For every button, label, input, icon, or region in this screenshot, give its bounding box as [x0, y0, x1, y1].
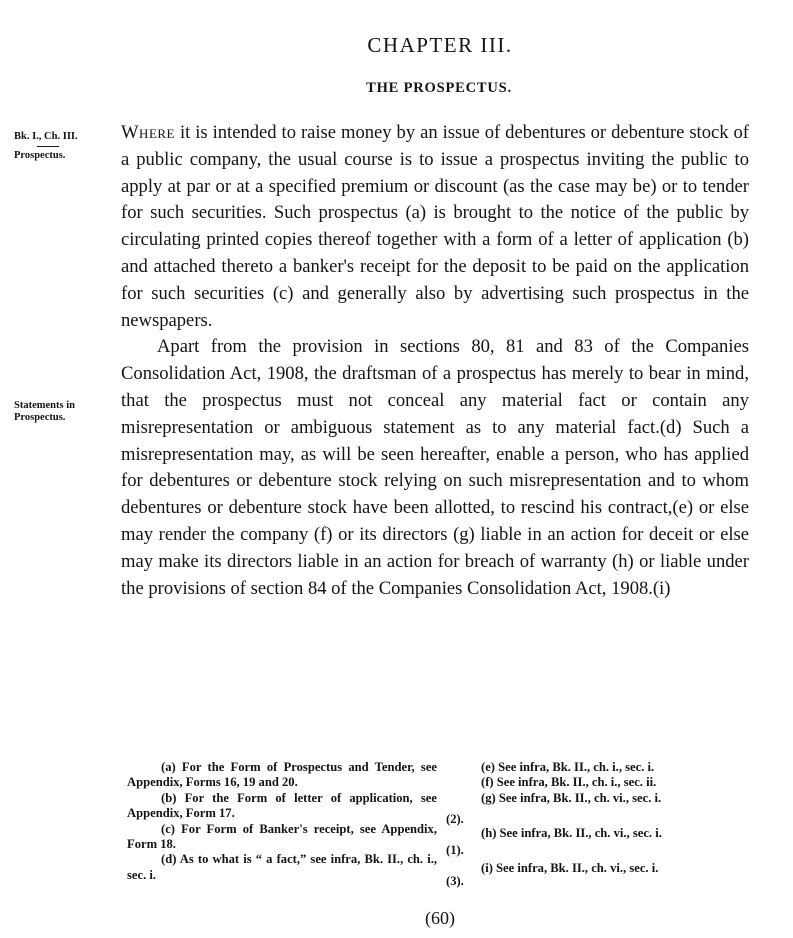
footnote-f: (f) See infra, Bk. II., ch. i., sec. ii.	[481, 775, 657, 789]
paragraph-1-text: it is intended to raise money by an issue of debentures or debenture stock of a public company, the usual course is to issue a prospectus inviting the public to apply at par or at a specified premium or discount (as the case may be) or to tender for such securities. Such prospectus (a) is brought to the notice of the public by circulating printed copies thereof together with a form of a letter of application (b) and attached thereto a banker's receipt for the deposit to be paid on the application for such securities (c) and generally also by advertising such prospectus in the newspapers.	[121, 122, 749, 331]
margin-note-prospectus	[14, 131, 78, 162]
footnote-h: (h) See infra, Bk. II., ch. vi., sec. i.	[481, 826, 662, 840]
footnote-c: (c) For Form of Banker's receipt, see Appendix, Form 18.	[127, 821, 437, 852]
footnote-ref: (2).	[446, 812, 464, 826]
footnote-a: (a) For the Form of Prospectus and Tender, see Appendix, Forms 16, 19 and 20.	[127, 760, 437, 790]
paragraph-1	[121, 120, 749, 334]
footnote-g: (g) See infra, Bk. II., ch. vi., sec. i.	[481, 791, 662, 805]
margin-note-label: Prospectus.	[14, 150, 66, 161]
chapter-subtitle: THE PROSPECTUS.	[366, 80, 512, 96]
book-chapter-ref: Bk. I., Ch. III.	[14, 131, 78, 142]
paragraph-2: Apart from the provision in sections 80, 81 and 83 of the Companies Consolidation Act, 1908, the draftsman of a prospectus has merely to bear in mind, that the prospectus must not conceal any material fact or contain any misrepresentation or ambiguous statement as to any material fact.(d) Such a misrepresentation may, as will be seen hereafter, enable a person, who has applied for debentures or debenture stock relying on such misrepresentation and to whom debentures or debenture stock have been allotted, to rescind his contract,(e) or else may render the company (f) or its directors (g) liable in an action for deceit or else may make its directors liable in an action for breach of warranty (h) or liable under the provisions of section 84 of the Companies Consolidation Act, 1908.(i)	[121, 336, 749, 599]
body-text	[121, 120, 749, 602]
margin-rule	[37, 146, 59, 147]
footnote-d: (d) As to what is “ a fact,” see infra, Bk. II., ch. i., sec. i.	[127, 852, 437, 882]
margin-note-line: Prospectus.	[14, 412, 66, 423]
footnote-ref: (3).	[446, 874, 464, 888]
footnotes-left-column	[127, 760, 437, 883]
margin-note-line: Statements in	[14, 400, 75, 411]
chapter-title: CHAPTER III.	[367, 33, 513, 57]
footnote-e: (e) See infra, Bk. II., ch. i., sec. i.	[481, 760, 655, 774]
footnote-ref: (1).	[446, 843, 464, 857]
page-number: (60)	[425, 908, 455, 928]
drop-word: Where	[121, 122, 175, 143]
margin-note-statements	[14, 400, 75, 424]
footnote-b: (b) For the Form of letter of application, see Appendix, Form 17.	[127, 790, 437, 821]
footnote-i: (i) See infra, Bk. II., ch. vi., sec. i.	[481, 861, 659, 875]
